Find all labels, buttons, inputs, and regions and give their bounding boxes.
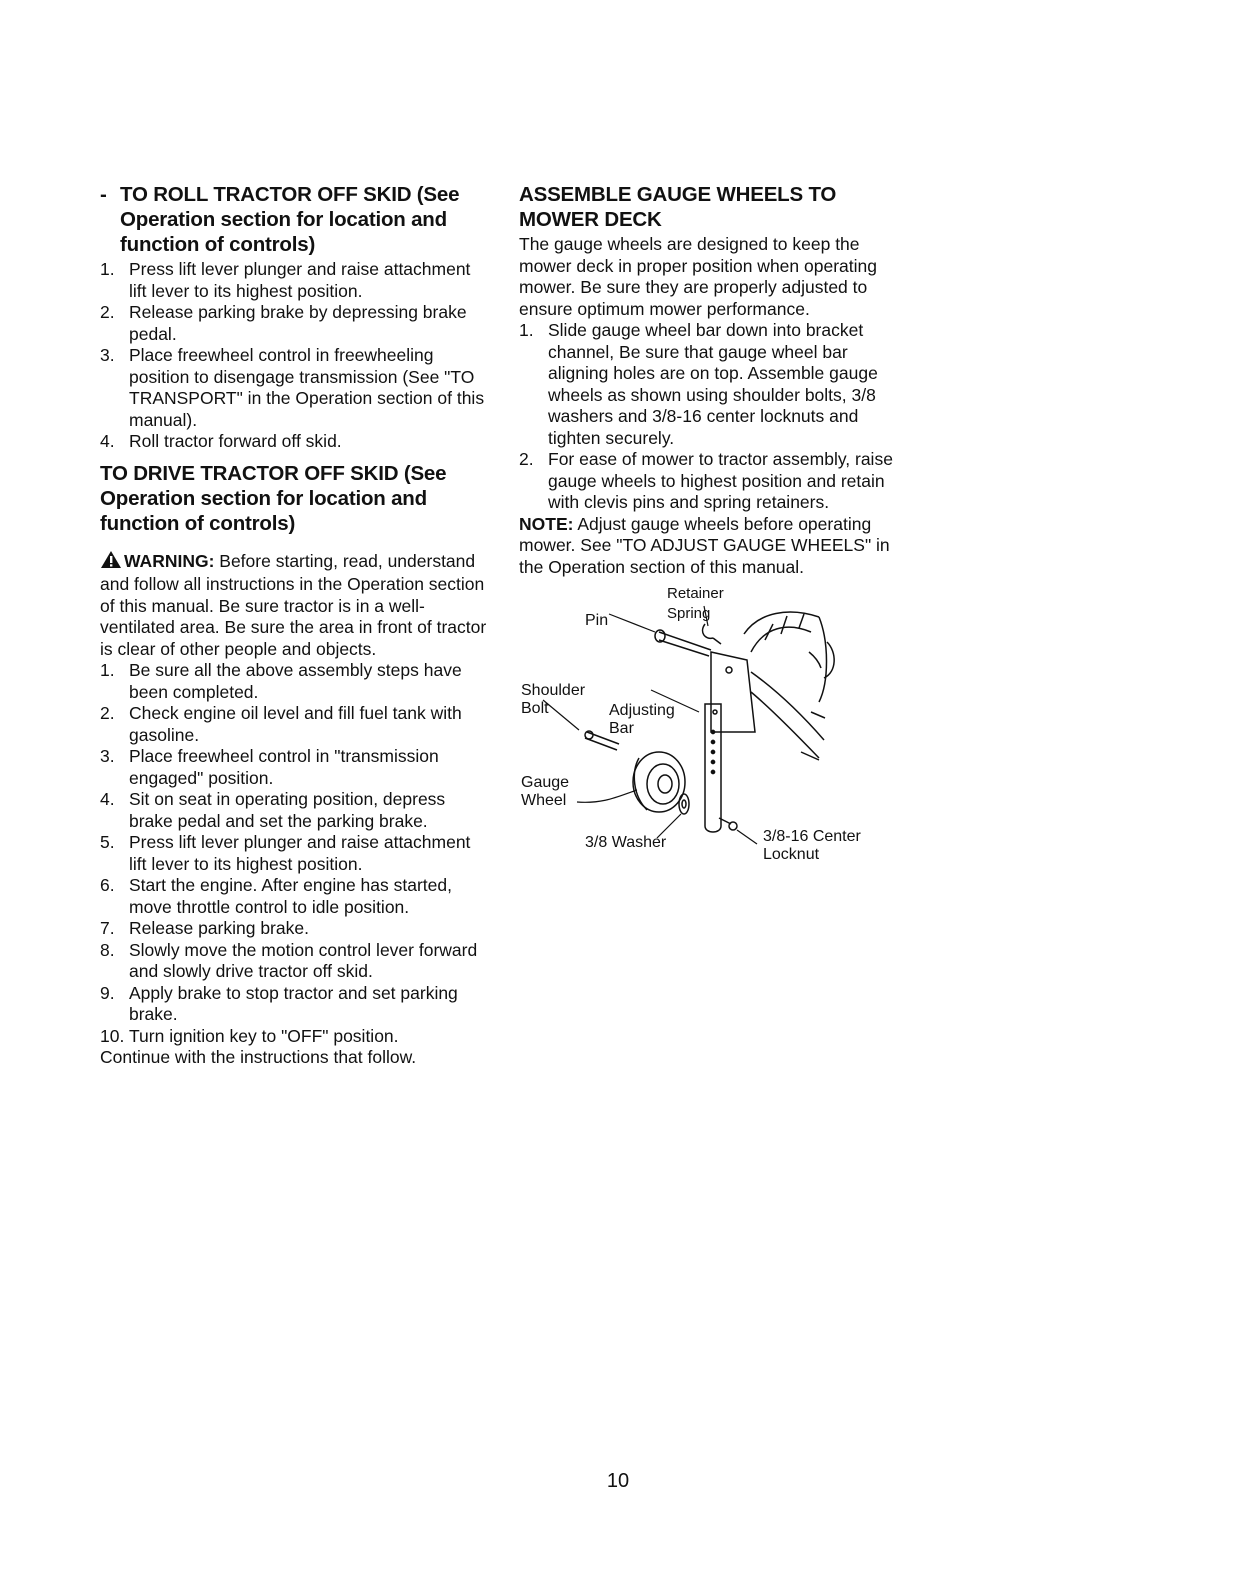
note-text: Adjust gauge wheels before operating mower. See "TO ADJUST GAUGE WHEELS" in the Operation section of this manual. [519,513,890,577]
assemble-gauge-wheels-heading: ASSEMBLE GAUGE WHEELS TO MOWER DECK [519,183,837,231]
list-item-text: Place freewheel control in "transmission engaged" position. [129,746,439,788]
warning-label: WARNING: [124,550,215,571]
list-item [100,431,492,453]
list-item-text: Press lift lever plunger and raise attachment lift lever to its highest position. [129,259,471,301]
list-item-text: Slowly move the motion control lever forward and slowly drive tractor off skid. [129,939,478,981]
list-item-text: Start the engine. After engine has started, move throttle control to idle position. [129,875,452,917]
list-item-number: 4. [100,431,115,451]
page-number: 10 [606,1470,630,1492]
list-item-number: 4. [100,789,115,809]
list-item-number: 1. [100,259,115,279]
list-item [100,983,492,1026]
label-pin: Pin [585,612,609,629]
list-item [100,345,492,431]
list-item-text: For ease of mower to tractor assembly, raise gauge wheels to highest position and retain with clevis pins and spring retainers. [548,449,893,512]
list-item [100,746,492,789]
list-item [100,940,492,983]
list-item [100,918,492,940]
label-retainer-spring: Retainer Spring [667,585,724,622]
list-item-number: 5. [100,832,115,852]
list-item [100,259,492,302]
list-item [100,832,492,875]
list-item-number: 2. [100,703,115,723]
gauge-steps-list [519,320,909,514]
gauge-intro: The gauge wheels are designed to keep the mower deck in proper position when operating mower. Be sure they are properly adjusted to ensure optimum mower performance. [519,234,877,319]
list-item-text: Press lift lever plunger and raise attachment lift lever to its highest position. [129,832,471,874]
list-item-text: Roll tractor forward off skid. [129,431,342,451]
list-item [100,1026,492,1048]
list-item [100,660,492,703]
list-item-text: Be sure all the above assembly steps have been completed. [129,660,462,702]
continue-text: Continue with the instructions that follow. [100,1047,417,1067]
list-item-number: 8. [100,939,115,960]
gauge-wheel-diagram [519,582,909,882]
drive-tractor-heading: TO DRIVE TRACTOR OFF SKID (See Operation section for location and function of controls) [100,461,447,535]
roll-tractor-heading-text: TO ROLL TRACTOR OFF SKID (See Operation section for location and function of controls) [120,183,460,256]
warning-paragraph [100,550,492,661]
note-paragraph [519,514,909,579]
list-item-text: Turn ignition key to "OFF" position. [129,1025,399,1046]
list-item-number: 1. [519,320,534,340]
left-column [100,182,492,1069]
list-item-text: Apply brake to stop tractor and set parking brake. [129,982,458,1024]
heading-bullet: - [100,183,107,206]
roll-tractor-heading [100,182,492,257]
right-column [519,182,909,882]
drive-steps-list [100,660,492,1047]
list-item-number: 1. [100,660,115,680]
list-item-number: 3. [100,345,115,365]
roll-steps-list [100,259,492,453]
list-item-text: Place freewheel control in freewheeling position to disengage transmission (See "TO TRANSPORT" in the Operation section of this manual). [129,345,485,430]
note-label: NOTE: [519,513,574,534]
list-item [519,449,909,514]
list-item [100,703,492,746]
label-washer: 3/8 Washer [585,834,667,851]
list-item [100,789,492,832]
list-item-number: 6. [100,875,115,895]
list-item [100,875,492,918]
label-adjusting-bar: Adjusting Bar [609,702,675,737]
list-item-number: 10. [100,1025,125,1046]
list-item-number: 9. [100,982,115,1003]
list-item-number: 3. [100,746,115,766]
warning-triangle-icon [100,550,122,575]
label-shoulder-bolt: Shoulder Bolt [521,682,586,717]
list-item-text: Release parking brake by depressing brake pedal. [129,302,467,344]
list-item [100,302,492,345]
list-item-text: Check engine oil level and fill fuel tank with gasoline. [129,703,462,745]
warning-text: Before starting, read, understand and follow all instructions in the Operation section of this manual. Be sure tractor is in a well-ventilated area. Be sure the area in front of tractor is clear of other people and objects. [100,550,487,659]
list-item-number: 2. [100,302,115,322]
list-item [519,320,909,449]
list-item-number: 7. [100,918,115,938]
list-item-number: 2. [519,449,534,469]
label-gauge-wheel: Gauge Wheel [521,774,570,809]
label-locknut: 3/8-16 Center Locknut [763,828,861,863]
list-item-text: Sit on seat in operating position, depress brake pedal and set the parking brake. [129,789,446,831]
list-item-text: Slide gauge wheel bar down into bracket channel, Be sure that gauge wheel bar aligning holes are on top. Assemble gauge wheels as shown using shoulder bolts, 3/8 washers and 3/8-16 center locknuts and tighten securely. [548,320,878,448]
list-item-text: Release parking brake. [129,918,309,938]
